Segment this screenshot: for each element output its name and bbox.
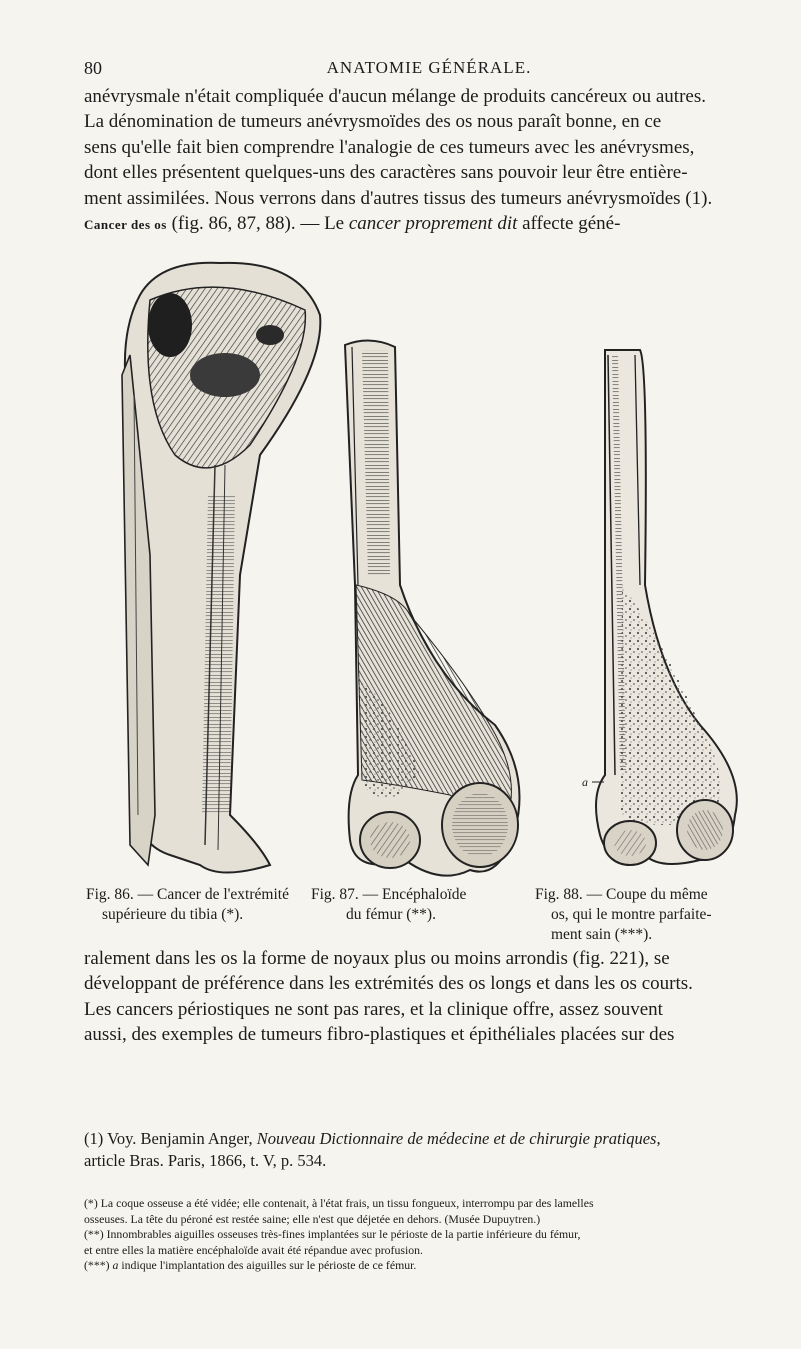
text-line xyxy=(84,211,776,237)
footnote-line xyxy=(84,1258,776,1274)
caption-fig88 xyxy=(535,885,712,945)
note-text: , xyxy=(656,1129,661,1148)
text-fragment: (fig. 86, 87, 88). — Le xyxy=(166,213,349,235)
footnote-line: et entre elles la matière encéphaloïde avait été répandue avec profusion. xyxy=(84,1242,423,1257)
footnote-line: osseuses. La tête du péroné est restée saine; elle n'est que déjetée en dehors. (Musée Dupuytren.) xyxy=(84,1211,541,1226)
text-line: La dénomination de tumeurs anévrysmoïdes des os nous paraît bonne, en ce xyxy=(84,111,662,133)
page-number: 80 xyxy=(84,58,102,78)
caption-line: Fig. 88. — Coupe du même xyxy=(535,886,708,903)
caption-fig86 xyxy=(86,885,289,925)
running-title: ANATOMIE GÉNÉRALE. xyxy=(326,58,532,77)
footnote-text: (***) xyxy=(84,1258,113,1272)
figures-illustration xyxy=(100,255,760,885)
figure-footnotes xyxy=(84,1196,776,1274)
text-line: aussi, des exemples de tumeurs fibro-plastiques et épithéliales placées sur des xyxy=(84,1024,675,1046)
caption-fig87 xyxy=(311,885,466,925)
italic-term: cancer proprement dit xyxy=(348,213,518,235)
caption-line: du fémur (**). xyxy=(346,906,436,923)
note-line: article Bras. Paris, 1866, t. V, p. 534. xyxy=(84,1151,327,1170)
reference-note-1 xyxy=(84,1128,776,1172)
fig87-femur-illustration xyxy=(345,340,520,875)
paragraph-1 xyxy=(84,84,776,237)
paragraph-2 xyxy=(84,946,776,1048)
figure-label-a: a xyxy=(582,775,588,789)
footnote-text: indique l'implantation des aiguilles sur le périoste de ce fémur. xyxy=(118,1258,417,1272)
text-line: Les cancers périostiques ne sont pas rares, et la clinique offre, assez souvent xyxy=(84,998,663,1020)
note-italic-title: Nouveau Dictionnaire de médecine et de chirurgie pratiques xyxy=(256,1129,657,1148)
text-line: sens qu'elle fait bien comprendre l'analogie de ces tumeurs avec les anévrysmes, xyxy=(84,136,695,158)
caption-line: Fig. 87. — Encéphaloïde xyxy=(311,886,467,903)
note-text: (1) Voy. Benjamin Anger, xyxy=(84,1129,257,1148)
footnote-italic: a xyxy=(112,1258,119,1272)
text-line: anévrysmale n'était compliquée d'aucun mélange de produits cancéreux ou autres. xyxy=(84,86,706,107)
footnote-line: (*) La coque osseuse a été vidée; elle contenait, à l'état frais, un tissu fongueux, interrompu par des lamelles xyxy=(84,1196,594,1210)
side-heading: Cancer des os xyxy=(84,217,167,233)
fig86-tibia-illustration xyxy=(122,263,320,873)
text-line: dont elles présentent quelques-uns des caractères sans pouvoir leur être entière- xyxy=(84,162,688,184)
text-line: ralement dans les os la forme de noyaux plus ou moins arrondis (fig. 221), se xyxy=(84,948,670,969)
footnote-line: (**) Innombrables aiguilles osseuses très-fines implantées sur le périoste de la partie inférieure du fémur, xyxy=(84,1227,581,1241)
text-line: développant de préférence dans les extrémités des os longs et dans les os courts. xyxy=(84,973,693,995)
caption-line: Fig. 86. — Cancer de l'extrémité xyxy=(86,886,289,903)
text-fragment: affecte géné- xyxy=(517,213,621,235)
caption-line: supérieure du tibia (*). xyxy=(102,906,244,923)
text-line: ment assimilées. Nous verrons dans d'autres tissus des tumeurs anévrysmoïdes (1). xyxy=(84,187,713,209)
fig88-femur-section-illustration xyxy=(582,350,737,865)
caption-line: ment sain (***). xyxy=(551,926,653,943)
page-header xyxy=(84,58,774,84)
note-line xyxy=(84,1128,776,1150)
caption-line: os, qui le montre parfaite- xyxy=(551,906,712,923)
